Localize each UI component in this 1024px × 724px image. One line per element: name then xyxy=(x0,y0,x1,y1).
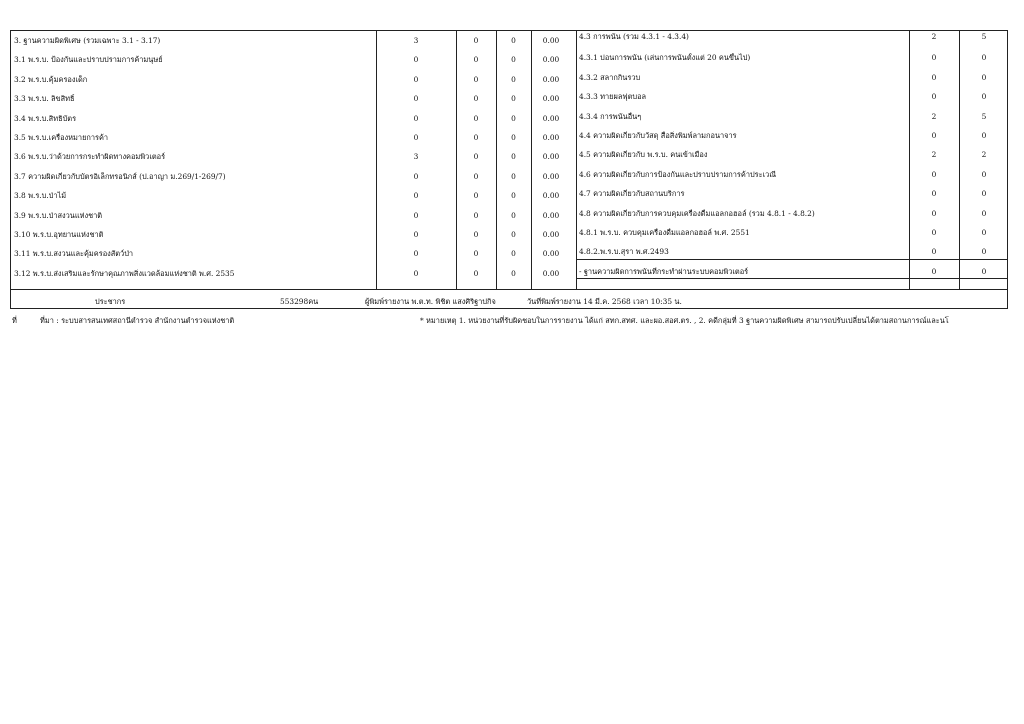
right-row-value: 0 xyxy=(931,169,937,179)
left-row-value: 0 xyxy=(473,133,479,142)
right-row-value: 0 xyxy=(981,228,987,237)
grid-hline xyxy=(576,278,1008,279)
left-row-value: 0 xyxy=(511,191,516,201)
right-row-value: 0 xyxy=(931,208,937,218)
left-row-value: 0 xyxy=(413,133,419,142)
right-row-label: 4.3.2 สลากกินรวบ xyxy=(579,72,641,82)
left-row-label: 3.9 พ.ร.บ.ป่าสงวนแห่งชาติ xyxy=(14,210,103,220)
left-row-label: 3.1 พ.ร.บ. ป้องกันและปราบปรามการค้ามนุษย์ xyxy=(14,55,163,65)
left-row-value: 0.00 xyxy=(542,55,560,65)
left-row-label: 3.5 พ.ร.บ.เครื่องหมายการค้า xyxy=(14,133,109,142)
left-row-value: 0 xyxy=(511,94,516,104)
left-row-value: 0 xyxy=(511,36,516,45)
printed-on: วันที่พิมพ์รายงาน 14 มี.ค. 2568 เวลา 10:35 น. xyxy=(527,297,682,306)
right-row-label: 4.4 ความผิดเกี่ยวกับวัสดุ สื่อสิ่งพิมพ์ลามกอนาจาร xyxy=(579,131,737,140)
right-row-label: 4.3.1 บ่อนการพนัน (เล่นการพนันตั้งแต่ 20 คนขึ้นไป) xyxy=(579,53,751,63)
right-row-value: 5 xyxy=(981,32,987,41)
left-row-value: 0 xyxy=(473,210,479,220)
grid-vline xyxy=(576,31,577,289)
left-row-value: 0 xyxy=(511,55,516,65)
left-row-value: 0.00 xyxy=(542,152,560,162)
left-row-label: 3.7 ความผิดเกี่ยวกับบัตรอิเล็กทรอนิกส์ (ป.อาญา ม.269/1-269/7) xyxy=(14,171,226,181)
left-row-label: 3.11 พ.ร.บ.สงวนและคุ้มครองสัตว์ป่า xyxy=(14,249,134,259)
right-row-value: 0 xyxy=(981,169,987,179)
left-row-value: 0 xyxy=(413,230,419,239)
population-label: ประชากร xyxy=(95,297,126,306)
left-row-value: 0 xyxy=(511,171,516,181)
left-row-value: 0.00 xyxy=(542,94,560,104)
grid-hline xyxy=(11,289,1008,290)
footer-source: ที่มา : ระบบสารสนเทศสถานีตำรวจ สำนักงานตำรวจแห่งชาติ xyxy=(40,316,235,325)
left-row-value: 3 xyxy=(413,152,419,162)
right-row-value: 0 xyxy=(981,208,987,218)
right-row-label: 4.7 ความผิดเกี่ยวกับสถานบริการ xyxy=(579,189,685,199)
left-row-value: 0.00 xyxy=(542,113,560,123)
report-table xyxy=(10,30,1008,309)
right-row-value: 0 xyxy=(931,92,937,102)
left-row-value: 0 xyxy=(511,249,516,259)
left-row-value: 0 xyxy=(473,74,479,84)
left-row-value: 0 xyxy=(413,74,419,84)
left-row-value: 0 xyxy=(413,268,419,278)
left-row-value: 0 xyxy=(473,249,479,259)
left-row-value: 0 xyxy=(511,133,516,142)
left-row-label: 3.6 พ.ร.บ.ว่าด้วยการกระทำผิดทางคอมพิวเตอร์ xyxy=(14,152,166,162)
right-row-value: 2 xyxy=(931,150,937,160)
left-row-value: 0 xyxy=(413,191,419,201)
right-row-value: 0 xyxy=(931,228,937,237)
left-row-value: 0 xyxy=(473,268,479,278)
right-row-value: 2 xyxy=(931,32,937,41)
right-row-value: 0 xyxy=(981,131,987,140)
left-row-value: 0.00 xyxy=(542,171,560,181)
left-row-value: 0 xyxy=(473,152,479,162)
right-row-label: 4.8.1 พ.ร.บ. ควบคุมเครื่องดื่มแอลกอฮอล์ พ.ศ. 2551 xyxy=(579,228,750,237)
left-row-value: 3 xyxy=(413,36,419,45)
left-row-value: 0.00 xyxy=(542,191,560,201)
left-row-value: 0 xyxy=(473,55,479,65)
right-row-value: 0 xyxy=(931,247,937,257)
right-row-label: 4.5 ความผิดเกี่ยวกับ พ.ร.บ. คนเข้าเมือง xyxy=(579,150,708,160)
left-row-value: 0 xyxy=(413,55,419,65)
left-row-value: 0 xyxy=(413,210,419,220)
right-row-value: 0 xyxy=(931,131,937,140)
right-row-value: 0 xyxy=(981,53,987,63)
left-row-value: 0 xyxy=(473,94,479,104)
left-row-label: 3. ฐานความผิดพิเศษ (รวมเฉพาะ 3.1 - 3.17) xyxy=(14,36,161,45)
right-row-label: 4.3.4 การพนันอื่นๆ xyxy=(579,111,642,121)
right-row-label: 4.6 ความผิดเกี่ยวกับการป้องกันและปราบปรามการค้าประเวณี xyxy=(579,169,777,179)
grid-hline xyxy=(576,259,1008,260)
left-row-value: 0.00 xyxy=(542,268,560,278)
left-row-value: 0 xyxy=(473,36,479,45)
population-value: 553298คน xyxy=(280,297,319,306)
right-row-value: 0 xyxy=(931,72,937,82)
left-row-value: 0.00 xyxy=(542,74,560,84)
left-row-value: 0.00 xyxy=(542,210,560,220)
left-row-value: 0 xyxy=(511,210,516,220)
left-row-value: 0.00 xyxy=(542,249,560,259)
left-row-value: 0 xyxy=(473,171,479,181)
left-row-label: 3.3 พ.ร.บ. ลิขสิทธิ์ xyxy=(14,94,75,104)
right-row-value: 0 xyxy=(931,189,937,199)
left-row-label: 3.2 พ.ร.บ.คุ้มครองเด็ก xyxy=(14,74,88,84)
left-row-value: 0 xyxy=(511,74,516,84)
left-row-value: 0 xyxy=(413,113,419,123)
right-row-value: 0 xyxy=(931,266,937,276)
right-row-label: 4.8.2.พ.ร.บ.สุรา พ.ศ.2493 xyxy=(579,247,669,257)
left-row-value: 0 xyxy=(511,230,516,239)
left-row-value: 0 xyxy=(413,249,419,259)
left-row-value: 0 xyxy=(511,152,516,162)
left-row-value: 0.00 xyxy=(542,230,560,239)
right-row-value: 0 xyxy=(981,247,987,257)
right-row-value: 2 xyxy=(981,150,987,160)
right-row-value: 0 xyxy=(981,72,987,82)
right-row-label: - ฐานความผิดการพนันที่กระทำผ่านระบบคอมพิวเตอร์ xyxy=(579,266,749,276)
footer-mark: ที่ xyxy=(12,316,17,325)
left-row-value: 0 xyxy=(413,171,419,181)
right-row-value: 0 xyxy=(981,266,987,276)
left-row-label: 3.4 พ.ร.บ.สิทธิบัตร xyxy=(14,113,77,123)
right-row-value: 0 xyxy=(981,189,987,199)
right-row-value: 0 xyxy=(931,53,937,63)
footer-note: * หมายเหตุ 1. หน่วยงานที่รับผิดชอบในการรายงาน ได้แก่ สทก.สทศ. และผอ.สอศ.ตร. , 2. คดีกลุ่มที่ 3 ฐานความผิดพิเศษ สามารถปรับเปลี่ยนได้ตามสถานการณ์และนโ xyxy=(420,316,949,325)
printed-by: ผู้พิมพ์รายงาน พ.ต.ท. พิชิต แสงศิริฐาปกิจ xyxy=(365,297,496,306)
left-row-label: 3.10 พ.ร.บ.อุทยานแห่งชาติ xyxy=(14,230,104,239)
left-row-value: 0 xyxy=(511,113,516,123)
right-row-label: 4.8 ความผิดเกี่ยวกับการควบคุมเครื่องดื่มแอลกอฮอล์ (รวม 4.8.1 - 4.8.2) xyxy=(579,208,815,218)
left-row-value: 0 xyxy=(473,230,479,239)
right-row-value: 2 xyxy=(931,111,937,121)
left-row-label: 3.12 พ.ร.บ.ส่งเสริมและรักษาคุณภาพสิ่งแวดล้อมแห่งชาติ พ.ศ. 2535 xyxy=(14,268,235,278)
right-row-label: 4.3.3 ทายผลฟุตบอล xyxy=(579,92,647,102)
right-row-value: 5 xyxy=(981,111,987,121)
left-row-value: 0.00 xyxy=(542,36,560,45)
right-row-value: 0 xyxy=(981,92,987,102)
left-row-value: 0 xyxy=(511,268,516,278)
left-row-value: 0 xyxy=(413,94,419,104)
left-row-label: 3.8 พ.ร.บ.ป่าไม้ xyxy=(14,191,67,201)
left-row-value: 0.00 xyxy=(542,133,560,142)
left-row-value: 0 xyxy=(473,191,479,201)
left-row-value: 0 xyxy=(473,113,479,123)
right-row-label: 4.3 การพนัน (รวม 4.3.1 - 4.3.4) xyxy=(579,32,689,41)
